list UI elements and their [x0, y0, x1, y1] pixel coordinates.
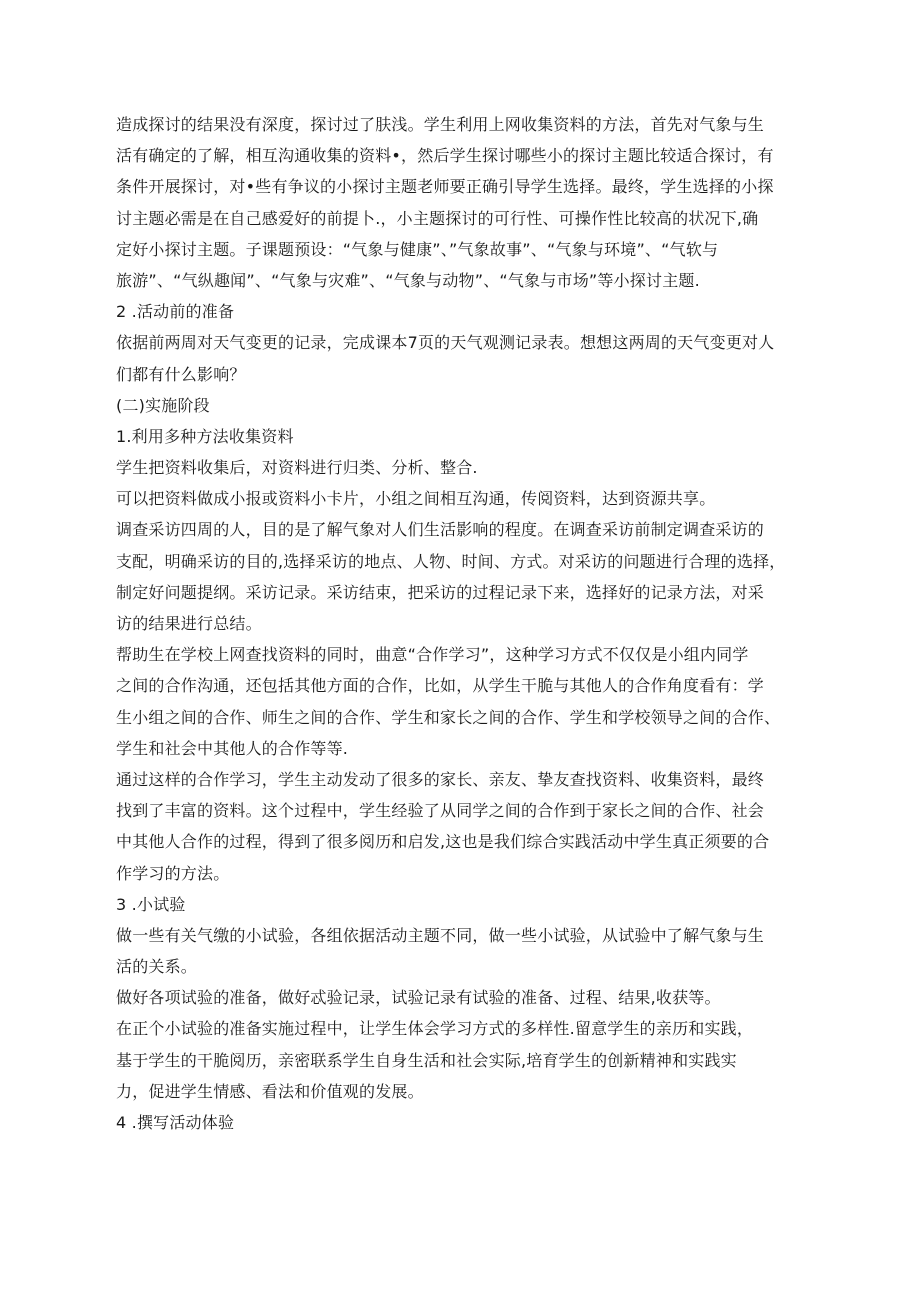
document-body [116, 109, 816, 1138]
text-line: 学生和社会中其他人的合作等等. [116, 738, 349, 758]
text-line: 讨主题必需是在自己感爱好的前提卜.，小主题探讨的可行性、可操作性比较高的状况下,确 [116, 208, 759, 228]
text-line: 依据前两周对天气变更的记录，完成课本7页的天气观测记录表。想想这两周的天气变更对人 [116, 333, 775, 353]
text-line: 基于学生的干脆阅历，亲密联系学生自身生活和社会实际,培育学生的创新精神和实践实 [116, 1050, 737, 1070]
text-line: 做好各项试验的准备，做好忒验记录，试验记录有试验的准备、过程、结果,收获等。 [116, 988, 721, 1008]
text-line: 活的关系。 [116, 957, 198, 977]
text-line: 造成探讨的结果没有深度，探讨过了肤浅。学生利用上网收集资料的方法，首先对气象与生 [116, 115, 765, 134]
text-line: 支配，明确采访的目的,选择采访的地点、人物、时间、方式。对采访的问题进行合理的选择， [116, 551, 786, 571]
text-line: 通过这样的合作学习，学生主动发动了很多的家长、亲友、挚友查找资料、收集资料，最终 [116, 769, 765, 789]
text-line: 生小组之间的合作、师生之间的合作、学生和家长之间的合作、学生和学校领导之间的合作、 [116, 707, 781, 727]
text-line: 访的结果进行总结。 [116, 614, 262, 633]
text-line: 旅游”、“气纵趣闻”、“气象与灾难”、“气象与动物”、“气象与市场”等小探讨主题. [116, 270, 700, 290]
text-line: 在正个小试验的准备实施过程中，让学生体会学习方式的多样性.留意学生的亲历和实践， [116, 1019, 754, 1039]
text-line: 作学习的方法。 [116, 863, 230, 883]
text-line: 活有确定的了解，相互沟通收集的资料•，然后学生探讨哪些小的探讨主题比较适合探讨，有 [116, 146, 774, 166]
text-line: 力，促进学生情感、看法和价值观的发展。 [116, 1081, 424, 1101]
text-line: 帮助生在学校上网查找资料的同时，曲意“合作学习”，这种学习方式不仅仅是小组内同学 [116, 645, 749, 665]
text-line: 中其他人合作的过程，得到了很多阅历和启发,这也是我们综合实践活动中学生真正须要的合 [116, 832, 770, 852]
section-heading: 3 .小试验 [116, 894, 186, 914]
text-line: 可以把资料做成小报或资料小卡片，小组之间相互沟通，传阅资料，达到资源共享。 [116, 489, 716, 509]
section-heading: 2 .活动前的准备 [116, 302, 235, 322]
text-line: 们都有什么影响？ [116, 364, 246, 384]
text-line: 学生把资料收集后，对资料进行归类、分析、整合. [116, 458, 478, 478]
section-heading: 1.利用多种方法收集资料 [116, 426, 294, 446]
text-line: 制定好问题提纲。采访记录。采访结束，把采访的过程记录下来，选择好的记录方法，对采 [116, 582, 765, 602]
text-line: 之间的合作沟通，还包括其他方面的合作，比如，从学生干脆与其他人的合作角度看有：学 [116, 676, 765, 696]
text-line: 定好小探讨主题。子课题预设：“气象与健康”、”气象故事”、“气象与环境”、“气软与 [116, 239, 719, 259]
text-line: 调查采访四周的人，目的是了解气象对人们生活影响的程度。在调查采访前制定调查采访的 [116, 520, 765, 540]
section-heading: 4 .撰写活动体验 [116, 1113, 235, 1132]
text-line: 做一些有关气缴的小试验，各组依据活动主题不同，做一些小试验，从试验中了解气象与生 [116, 925, 765, 945]
text-line: 找到了丰富的资料。这个过程中，学生经验了从同学之间的合作到于家长之间的合作、社会 [116, 801, 765, 821]
text-line: 条件开展探讨，对•些有争议的小探讨主题老师要正确引导学生选择。最终，学生选择的小探 [116, 177, 774, 197]
section-heading: (二)实施阶段 [116, 395, 210, 415]
